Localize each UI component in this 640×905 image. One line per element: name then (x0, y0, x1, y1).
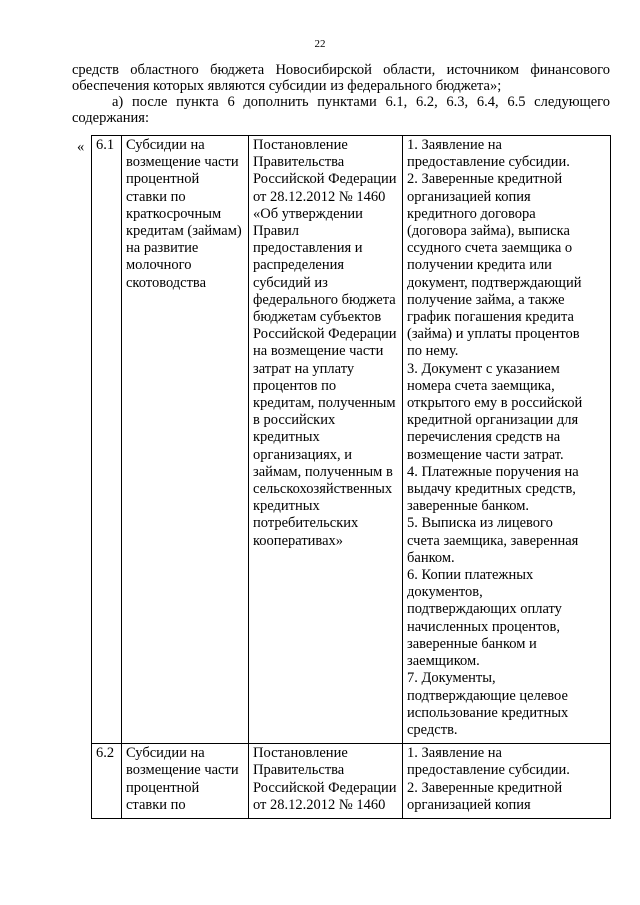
open-quote-mark: « (77, 139, 85, 155)
intro-paragraph: средств областного бюджета Новосибирской области, источником финансового обеспечения которых являются субсидии из федерального бюджета»; (72, 62, 610, 94)
required-documents-cell: 1. Заявление на предоставление субсидии. 2. Заверенные кредитной организацией копия (403, 744, 611, 819)
subsidy-name-cell: Субсидии на возмещение части процентной ставки по краткосрочным кредитам (займам) на развитие молочного скотоводства (122, 136, 249, 744)
required-documents-cell: 1. Заявление на предоставление субсидии. 2. Заверенные кредитной организацией копия кредитного договора (договора займа), выписка ссудного счета заемщика о получении кредита или документ, подтверждающий получение займа, а также график погашения кредита (займа) и уплаты процентов по нему. 3. Документ с указанием номера счета заемщика, открытого ему в российской кредитной организации для перечисления средств на возмещение части затрат. 4. Платежные поручения на выдачу кредитных средств, заверенные банком. 5. Выписка из лицевого счета заемщика, заверенная банком. 6. Копии платежных документов, подтверждающих оплату начисленных процентов, заверенные банком и заемщиком. 7. Документы, подтверждающие целевое использование кредитных средств. (403, 136, 611, 744)
subsidy-name-cell: Субсидии на возмещение части процентной ставки по (122, 744, 249, 819)
intro-text (72, 62, 610, 126)
subsidies-table (91, 135, 611, 819)
table-row (92, 744, 611, 819)
regulation-cell: Постановление Правительства Российской Федерации от 28.12.2012 № 1460 (249, 744, 403, 819)
page-number: 22 (314, 38, 326, 50)
regulation-cell: Постановление Правительства Российской Федерации от 28.12.2012 № 1460 «Об утверждении Правил предоставления и распределения субсидий из федерального бюджета бюджетам субъектов Российской Федерации на возмещение части затрат на уплату процентов по кредитам, полученным в российских кредитных организациях, и займам, полученным в сельскохозяйственных кредитных потребительских кооперативах» (249, 136, 403, 744)
amendment-paragraph: а) после пункта 6 дополнить пунктами 6.1, 6.2, 6.3, 6.4, 6.5 следующего содержания: (72, 94, 610, 126)
row-number-cell: 6.1 (92, 136, 122, 744)
table-row (92, 136, 611, 744)
row-number-cell: 6.2 (92, 744, 122, 819)
